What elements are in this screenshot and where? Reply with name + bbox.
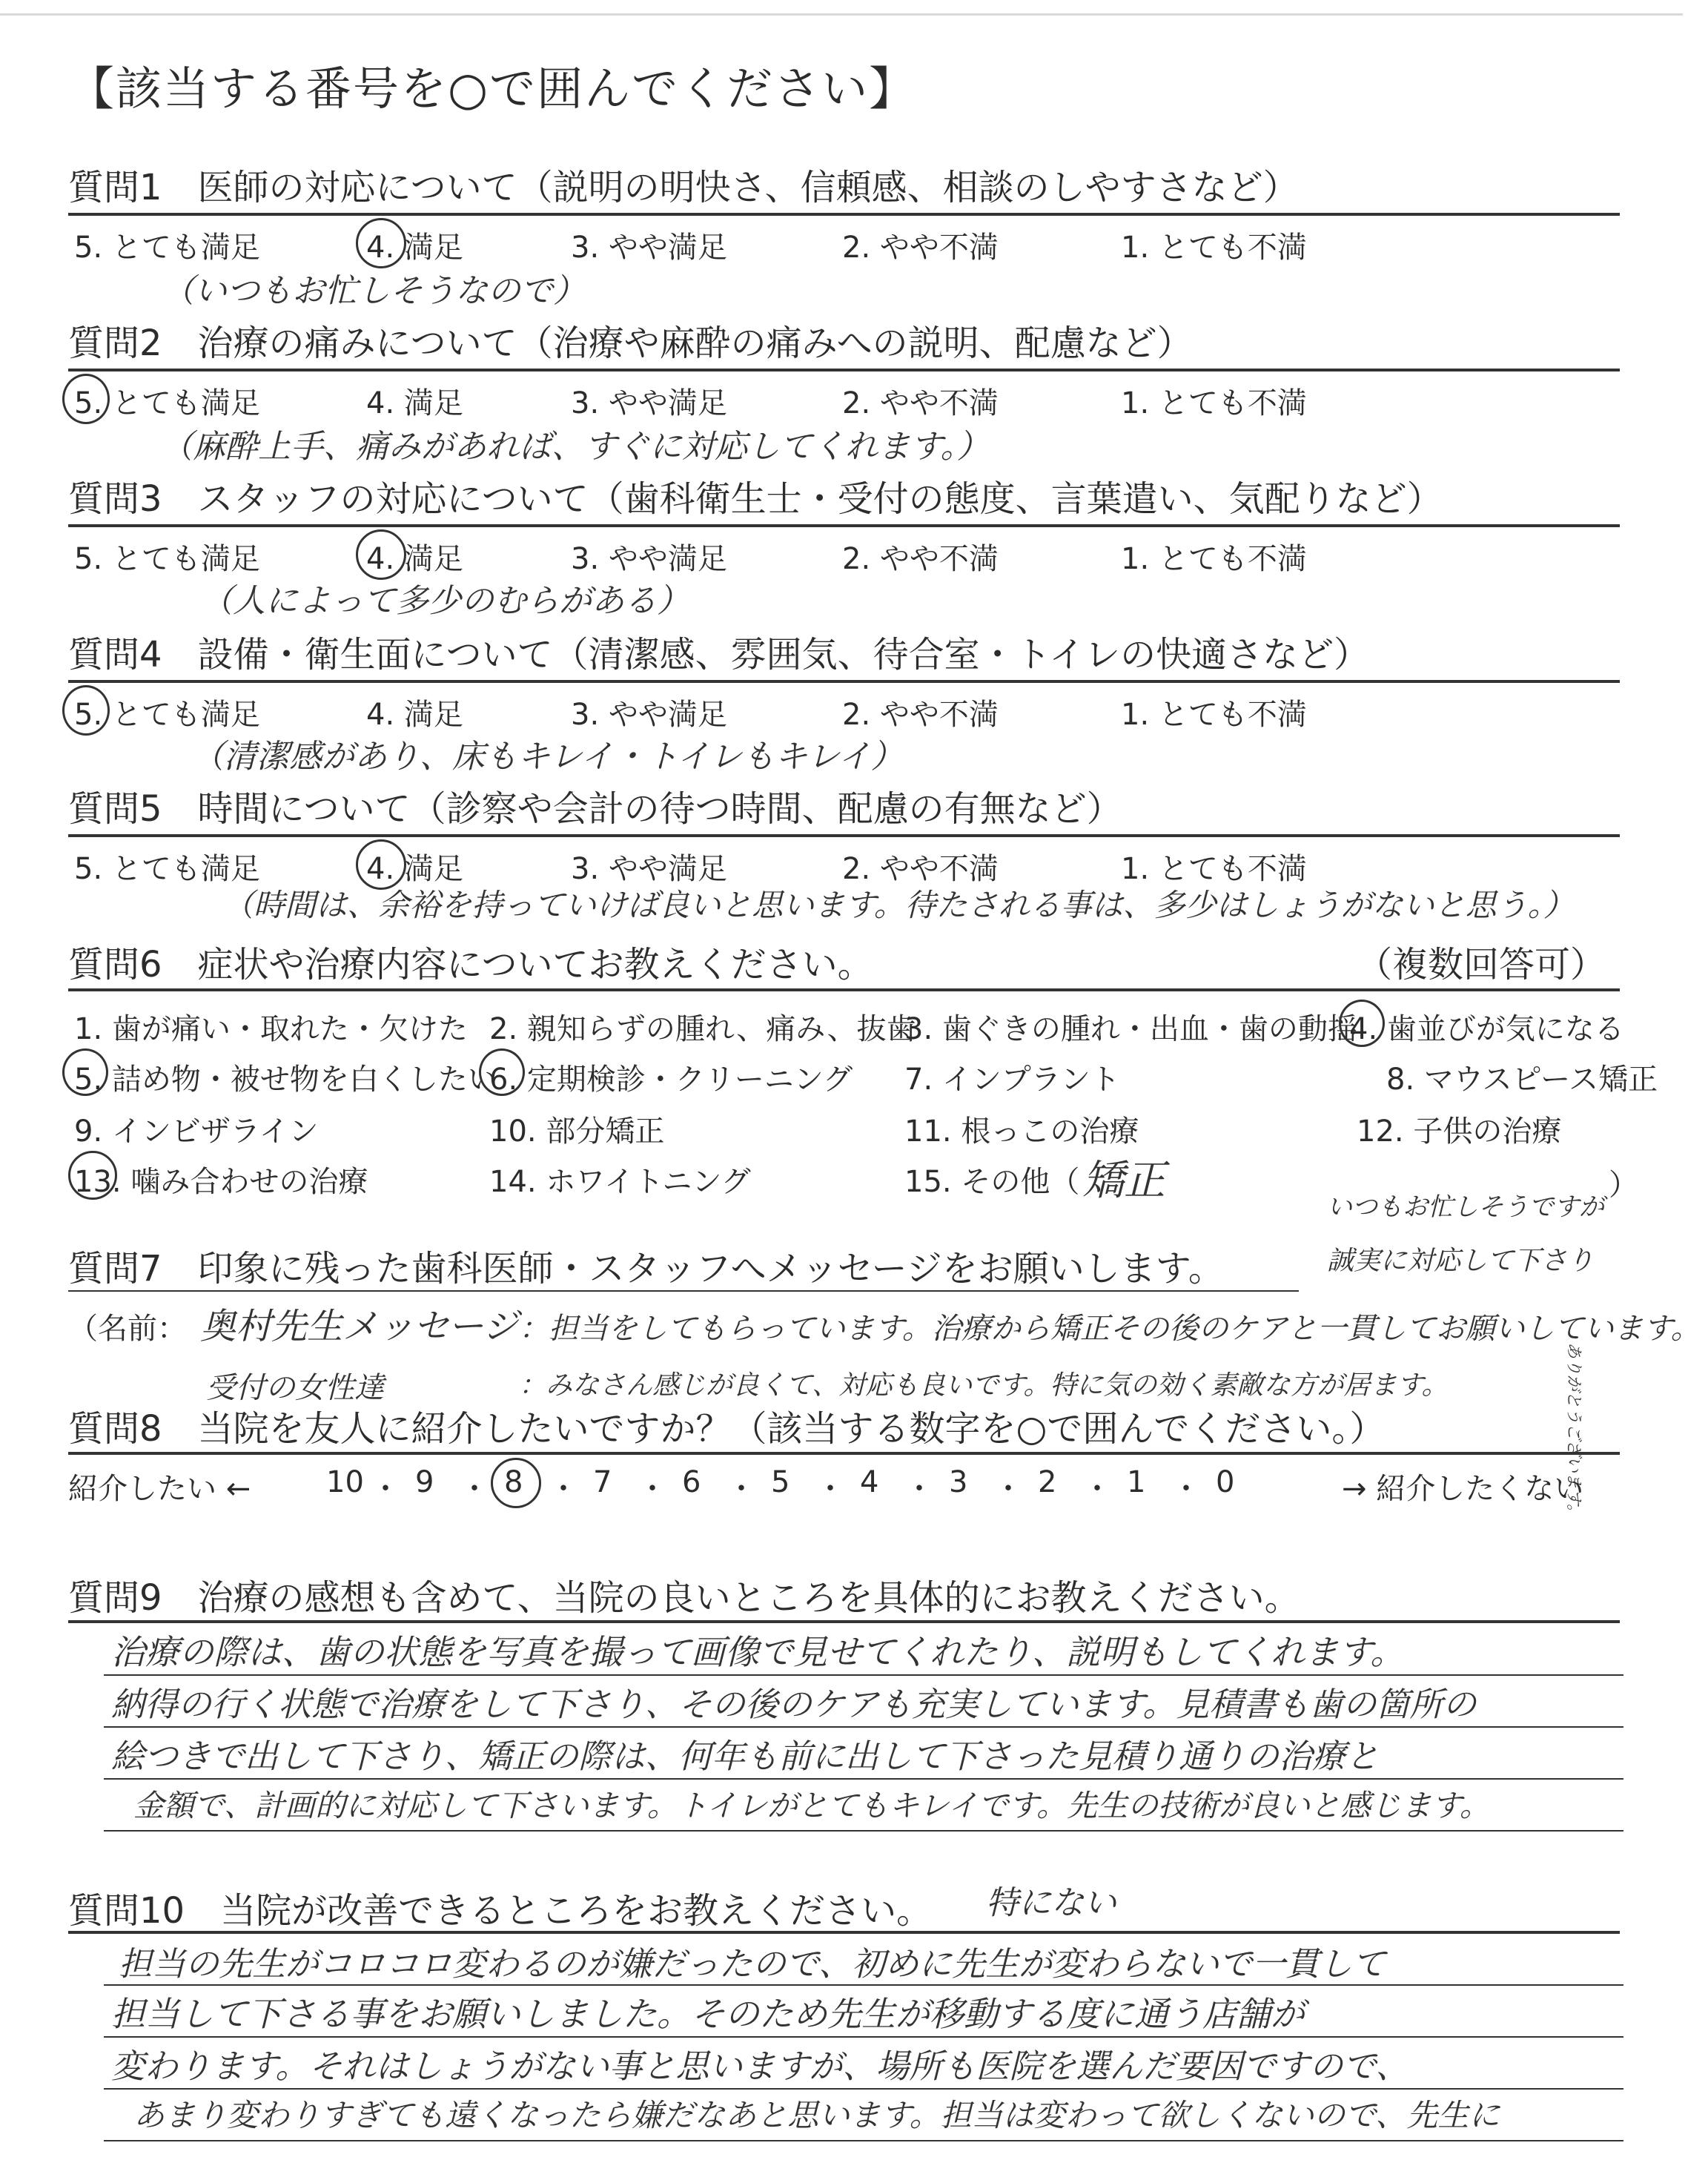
- q2-comment: （麻酔上手、痛みがあれば、すぐに対応してくれます。）: [160, 428, 990, 466]
- q4-option-3[interactable]: 3. やや満足: [571, 698, 727, 732]
- q6-item-11[interactable]: 11. 根っこの治療: [904, 1114, 1139, 1149]
- q5-option-3[interactable]: 3. やや満足: [571, 852, 727, 886]
- q3-comment: （人によって多少のむらがある）: [200, 582, 689, 620]
- q6-item-6[interactable]: 6. 定期検診・クリーニング: [489, 1063, 853, 1097]
- q6-item-12[interactable]: 12. 子供の治療: [1357, 1114, 1562, 1149]
- q2-rule: [68, 369, 1620, 371]
- q3-option-4[interactable]: 4. 満足: [366, 542, 463, 576]
- q9-line-1: 治療の際は、歯の状態を写真を撮って画像で見せてくれたり、説明もしてくれます。: [111, 1632, 1405, 1672]
- q2-option-1[interactable]: 1. とても不満: [1121, 386, 1307, 420]
- q10-row-line-3: [104, 2088, 1623, 2090]
- q6-item-4-circle: [1339, 1000, 1385, 1047]
- q7-rule: [68, 1290, 1299, 1292]
- q1-option-5[interactable]: 5. とても満足: [74, 231, 260, 265]
- q10-row-line-2: [104, 2036, 1623, 2038]
- q3-option-3[interactable]: 3. やや満足: [571, 542, 727, 576]
- q8-scale-separator: ・: [638, 1472, 667, 1506]
- q4-option-2[interactable]: 2. やや不満: [842, 698, 999, 732]
- q1-title: 質問1 医師の対応について（説明の明快さ、信頼感、相談のしやすさなど）: [68, 167, 1299, 208]
- q9-row-line-1: [104, 1674, 1623, 1676]
- top-border: [0, 13, 1683, 16]
- q8-scale-separator: ・: [993, 1472, 1023, 1506]
- q8-scale-2[interactable]: 2: [1038, 1465, 1057, 1499]
- q8-title: 質問8 当院を友人に紹介したいですか？（該当する数字を○で囲んでください。）: [68, 1408, 1386, 1450]
- q10-line-3: 変わります。それはしょうがない事と思いますが、場所も医院を選んだ要因ですので、: [111, 2047, 1409, 2086]
- q10-note: 特にない: [986, 1884, 1116, 1922]
- q7-line1-name: 奥村先生メッセージ: [200, 1306, 519, 1347]
- q10-line-2: 担当して下さる事をお願いしました。そのため先生が移動する度に通う店舗が: [111, 1994, 1305, 2034]
- q2-option-4[interactable]: 4. 満足: [366, 386, 463, 420]
- q10-rule: [68, 1931, 1620, 1934]
- q6-item-9[interactable]: 9. インビザライン: [74, 1114, 319, 1149]
- q7-margin-note-3: ありがとうございます。: [1564, 1342, 1583, 1521]
- q7-line1-message: ：担当をしてもらっています。治療から矯正その後のケアと一貫してお願いしています。: [519, 1312, 1701, 1346]
- q4-selected-circle: [62, 685, 110, 736]
- q8-scale-separator: ・: [549, 1472, 578, 1506]
- q8-right-label: → 紹介したくない: [1342, 1472, 1584, 1506]
- q6-title: 質問6 症状や治療内容についてお教えください。: [68, 944, 873, 985]
- q1-option-4[interactable]: 4. 満足: [366, 231, 463, 265]
- q1-option-3[interactable]: 3. やや満足: [571, 231, 727, 265]
- q6-item-7[interactable]: 7. インプラント: [904, 1063, 1120, 1097]
- q8-scale-7[interactable]: 7: [593, 1465, 612, 1499]
- q3-option-5[interactable]: 5. とても満足: [74, 542, 260, 576]
- q5-comment: （時間は、余裕を持っていけば良いと思います。待たされる事は、多少はしょうがないと思う。）: [222, 887, 1575, 923]
- q10-row-line-1: [104, 1984, 1623, 1986]
- q4-rule: [68, 680, 1620, 683]
- q6-item-5[interactable]: 5. 詰め物・被せ物を白くしたい: [74, 1063, 497, 1097]
- q4-comment: （清潔感があり、床もキレイ・トイレもキレイ）: [191, 738, 904, 776]
- q6-item-3[interactable]: 3. 歯ぐきの腫れ・出血・歯の動揺: [904, 1012, 1357, 1046]
- q3-selected-circle: [356, 529, 406, 580]
- q8-scale-6[interactable]: 6: [682, 1465, 701, 1499]
- q8-scale-separator: ・: [904, 1472, 934, 1506]
- q3-option-2[interactable]: 2. やや不満: [842, 542, 999, 576]
- q8-scale-0[interactable]: 0: [1216, 1465, 1235, 1499]
- q6-multi-note: （複数回答可）: [1357, 944, 1606, 985]
- q8-rule: [68, 1452, 1620, 1455]
- q8-left-label: 紹介したい ←: [68, 1472, 251, 1506]
- q6-item-13-circle: [68, 1151, 117, 1200]
- q4-option-5[interactable]: 5. とても満足: [74, 698, 260, 732]
- q1-option-1[interactable]: 1. とても不満: [1121, 231, 1307, 265]
- q8-scale-separator: ・: [1082, 1472, 1112, 1506]
- q8-selected-circle: [491, 1458, 541, 1508]
- q7-margin-note-2: 誠実に対応して下さり: [1327, 1246, 1595, 1276]
- q10-title: 質問10 当院が改善できるところをお教えください。: [68, 1890, 933, 1932]
- q8-scale-10[interactable]: 10: [326, 1465, 364, 1499]
- q10-line-4: あまり変わりすぎても遠くなったら嫌だなあと思います。担当は変わって欲しくないので、先生に: [133, 2097, 1500, 2133]
- q1-option-2[interactable]: 2. やや不満: [842, 231, 999, 265]
- q9-row-line-4: [104, 1830, 1623, 1832]
- q9-row-line-2: [104, 1726, 1623, 1728]
- q2-option-2[interactable]: 2. やや不満: [842, 386, 999, 420]
- q6-rule: [68, 988, 1620, 991]
- q6-item-13[interactable]: 13. 噛み合わせの治療: [74, 1165, 368, 1199]
- q9-line-3: 絵つきで出して下さり、矯正の際は、何年も前に出して下さった見積り通りの治療と: [111, 1737, 1380, 1776]
- q10-line-1: 担当の先生がコロコロ変わるのが嫌だったので、初めに先生が変わらないで一貫して: [119, 1944, 1386, 1984]
- q8-scale-separator: ・: [460, 1472, 489, 1506]
- q6-item-8[interactable]: 8. マウスピース矯正: [1386, 1063, 1658, 1097]
- q6-other-close: ）: [1609, 1168, 1638, 1202]
- q7-name-label: （名前：: [68, 1312, 187, 1346]
- q8-scale-5[interactable]: 5: [771, 1465, 790, 1499]
- q8-scale-separator: ・: [371, 1472, 400, 1506]
- q7-line2-message: ：みなさん感じが良くて、対応も良いです。特に気の効く素敵な方が居ます。: [519, 1370, 1449, 1401]
- q5-option-1[interactable]: 1. とても不満: [1121, 852, 1307, 886]
- page-header: 【該当する番号を○で囲んでください】: [68, 62, 917, 116]
- q10-row-line-4: [104, 2140, 1623, 2141]
- q9-row-line-3: [104, 1778, 1623, 1780]
- q6-item-1[interactable]: 1. 歯が痛い・取れた・欠けた: [74, 1012, 468, 1046]
- q2-option-3[interactable]: 3. やや満足: [571, 386, 727, 420]
- q1-selected-circle: [356, 218, 406, 268]
- q7-title: 質問7 印象に残った歯科医師・スタッフへメッセージをお願いします。: [68, 1248, 1224, 1289]
- q8-scale-1[interactable]: 1: [1127, 1465, 1146, 1499]
- q8-scale-8[interactable]: 8: [504, 1465, 523, 1499]
- q9-line-4: 金額で、計画的に対応して下さいます。トイレがとてもキレイです。先生の技術が良いと感じます。: [133, 1788, 1490, 1823]
- q5-rule: [68, 834, 1620, 837]
- q7-line2-name: 受付の女性達: [206, 1371, 384, 1405]
- q6-item-10[interactable]: 10. 部分矯正: [489, 1114, 665, 1149]
- q2-title: 質問2 治療の痛みについて（治療や麻酔の痛みへの説明、配慮など）: [68, 323, 1193, 364]
- q3-title: 質問3 スタッフの対応について（歯科衛生士・受付の態度、言葉遣い、気配りなど）: [68, 478, 1443, 520]
- q3-option-1[interactable]: 1. とても不満: [1121, 542, 1307, 576]
- q6-item-5-circle: [62, 1048, 108, 1096]
- q2-selected-circle: [62, 374, 110, 424]
- q4-option-1[interactable]: 1. とても不満: [1121, 698, 1307, 732]
- q6-item-15[interactable]: 15. その他（: [904, 1165, 1080, 1199]
- q6-item-2[interactable]: 2. 親知らずの腫れ、痛み、抜歯: [489, 1012, 916, 1046]
- q5-option-5[interactable]: 5. とても満足: [74, 852, 260, 886]
- q6-item-4[interactable]: 4. 歯並びが気になる: [1349, 1012, 1624, 1046]
- q8-scale-separator: ・: [726, 1472, 756, 1506]
- q6-other-text: 矯正: [1082, 1157, 1165, 1205]
- q8-scale-separator: ・: [815, 1472, 845, 1506]
- q1-comment: （いつもお忙しそうなので）: [162, 272, 586, 310]
- q8-scale-3[interactable]: 3: [949, 1465, 968, 1499]
- q4-title: 質問4 設備・衛生面について（清潔感、雰囲気、待合室・トイレの快適さなど）: [68, 634, 1370, 676]
- q2-option-5[interactable]: 5. とても満足: [74, 386, 260, 420]
- q6-item-14[interactable]: 14. ホワイトニング: [489, 1165, 751, 1199]
- q8-scale-4[interactable]: 4: [860, 1465, 879, 1499]
- q7-margin-note-1: いつもお忙しそうですが: [1327, 1192, 1604, 1222]
- q5-title: 質問5 時間について（診察や会計の待つ時間、配慮の有無など）: [68, 788, 1122, 830]
- q9-line-2: 納得の行く状態で治療をして下さり、その後のケアも充実しています。見積書も歯の箇所の: [111, 1685, 1477, 1724]
- q9-title: 質問9 治療の感想も含めて、当院の良いところを具体的にお教えください。: [68, 1577, 1300, 1619]
- q5-option-2[interactable]: 2. やや不満: [842, 852, 999, 886]
- q6-item-6-circle: [479, 1048, 525, 1096]
- q3-rule: [68, 524, 1620, 527]
- q8-scale-9[interactable]: 9: [415, 1465, 434, 1499]
- q9-rule: [68, 1620, 1620, 1623]
- q8-scale-separator: ・: [1171, 1472, 1201, 1506]
- q1-rule: [68, 213, 1620, 216]
- q4-option-4[interactable]: 4. 満足: [366, 698, 463, 732]
- q5-option-4[interactable]: 4. 満足: [366, 852, 463, 886]
